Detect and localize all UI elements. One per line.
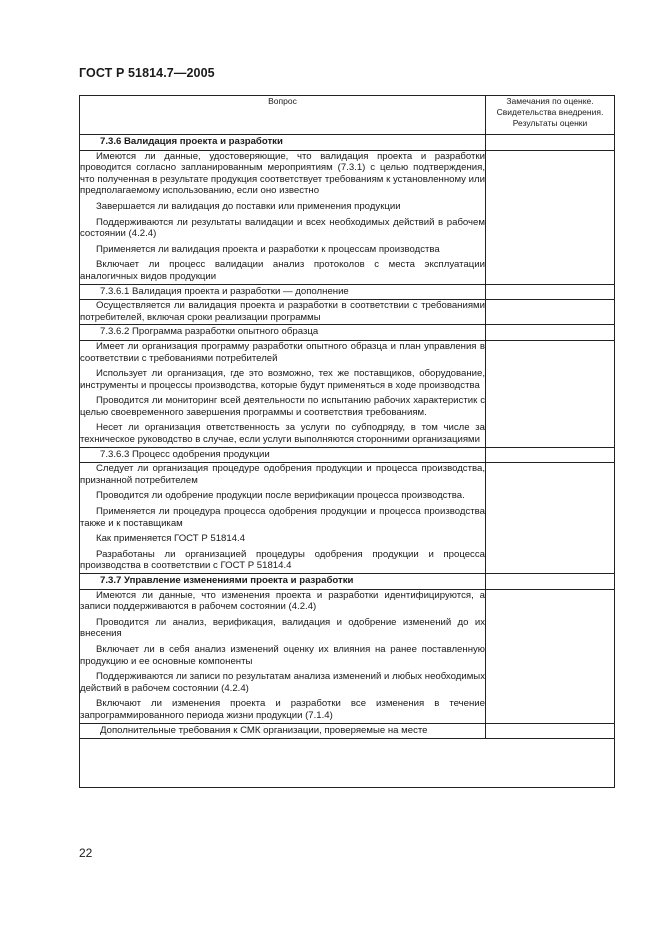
additional-requirements-row (80, 723, 615, 739)
question-group (80, 340, 486, 447)
subsection-heading-row (80, 284, 615, 300)
question-group-row (80, 589, 615, 723)
section-heading-row (80, 135, 615, 151)
question-item: Несет ли организация ответственность за услуги по субподряду, в том числе за техническое руководство в случае, если услуги выполняются сторонними организациями (80, 422, 485, 446)
question-item: Включает ли в себя анализ изменений оценку их влияния на ранее поставленную продукцию и ее основные компоненты (80, 643, 485, 667)
notes-cell (486, 135, 615, 151)
subsection-title: 7.3.6.1 Валидация проекта и разработки — дополнение (80, 284, 486, 300)
table-body (80, 135, 615, 788)
question-group (80, 589, 486, 723)
question-group-row (80, 340, 615, 447)
question-item: Поддерживаются ли записи по результатам анализа изменений и любых необходимых действий в рабочем состоянии (4.2.4) (80, 671, 485, 694)
notes-cell (486, 300, 615, 325)
column-header-notes: Замечания по оценке. Свидетельства внедрения. Результаты оценки (486, 96, 615, 135)
question-item: Осуществляется ли валидация проекта и разработки в соответствии с требованиями потребителей, включая сроки реализации программы (80, 300, 485, 323)
section-heading-row (80, 574, 615, 590)
notes-cell (486, 574, 615, 590)
question-item: Имеет ли организация программу разработки опытного образца и план управления в соответствии с требованиями потребителей (80, 340, 485, 364)
question-item: Проводится ли мониторинг всей деятельности по испытанию рабочих характеристик с целью своевременного завершения программы и соответствия требованиям. (80, 395, 485, 418)
table-header-row (80, 96, 615, 135)
question-item: Применяется ли валидация проекта и разработки к процессам производства (96, 243, 440, 255)
question-item: Поддерживаются ли результаты валидации и всех необходимых действий в рабочем состоянии (4.2.4) (80, 216, 485, 240)
notes-cell (486, 447, 615, 463)
question-group (80, 463, 486, 574)
question-item: Имеются ли данные, удостоверяющие, что валидация проекта и разработки проводится согласно запланированным мероприятиям (7.3.1) с целью подтверждения, что полученная в результате продукция соответствует требованиям к установленному или предполагаемому использованию, если оно известно (80, 150, 485, 197)
question-item: Завершается ли валидация до поставки или применения продукции (96, 200, 401, 212)
blank-notes-area (80, 739, 615, 788)
question-group-row (80, 300, 615, 325)
additional-requirements-label: Дополнительные требования к СМК организации, проверяемые на месте (80, 723, 486, 739)
document-header: ГОСТ Р 51814.7—2005 (79, 66, 215, 80)
question-item: Включает ли процесс валидации анализ протоколов с места эксплуатации аналогичных видов продукции (80, 259, 485, 282)
question-group-row (80, 463, 615, 574)
notes-cell (486, 340, 615, 447)
subsection-title: 7.3.6.3 Процесс одобрения продукции (80, 447, 486, 463)
audit-checklist-table (79, 95, 615, 788)
notes-cell (486, 463, 615, 574)
page-number: 22 (79, 846, 93, 860)
column-header-question: Вопрос (80, 96, 486, 135)
question-item: Имеются ли данные, что изменения проекта и разработки идентифицируются, а записи поддерживаются в рабочем состоянии (4.2.4) (80, 589, 485, 613)
question-item: Следует ли организация процедуре одобрения продукции и процесса производства, признанной потребителем (80, 463, 485, 486)
question-group (80, 300, 486, 325)
question-item: Проводится ли одобрение продукции после верификации процесса производства. (96, 490, 465, 502)
notes-cell (486, 150, 615, 284)
notes-cell (486, 723, 615, 739)
question-item: Применяется ли процедура процесса одобрения продукции и процесса производства также и к поставщикам (80, 506, 485, 529)
notes-cell (486, 589, 615, 723)
subsection-title: 7.3.6.2 Программа разработки опытного образца (80, 325, 486, 341)
subsection-heading-row (80, 325, 615, 341)
section-title: 7.3.7 Управление изменениями проекта и разработки (80, 574, 486, 590)
question-item: Проводится ли анализ, верификация, валидация и одобрение изменений до их внесения (80, 616, 485, 640)
question-item: Как применяется ГОСТ Р 51814.4 (96, 533, 246, 545)
question-group-row (80, 150, 615, 284)
subsection-heading-row (80, 447, 615, 463)
question-item: Включают ли изменения проекта и разработки все изменения в течение запрограммированного периода жизни продукции (7.1.4) (80, 698, 485, 721)
question-item: Разработаны ли организацией процедуры одобрения продукции и процесса производства в соответствии с ГОСТ Р 51814.4 (80, 548, 485, 572)
question-item: Использует ли организация, где это возможно, тех же поставщиков, оборудование, инструменты и процессы производства, которые будут применяться в ходе производства (80, 368, 485, 391)
notes-cell (486, 284, 615, 300)
blank-row (80, 739, 615, 788)
section-title: 7.3.6 Валидация проекта и разработки (80, 135, 486, 151)
question-group (80, 150, 486, 284)
notes-cell (486, 325, 615, 341)
